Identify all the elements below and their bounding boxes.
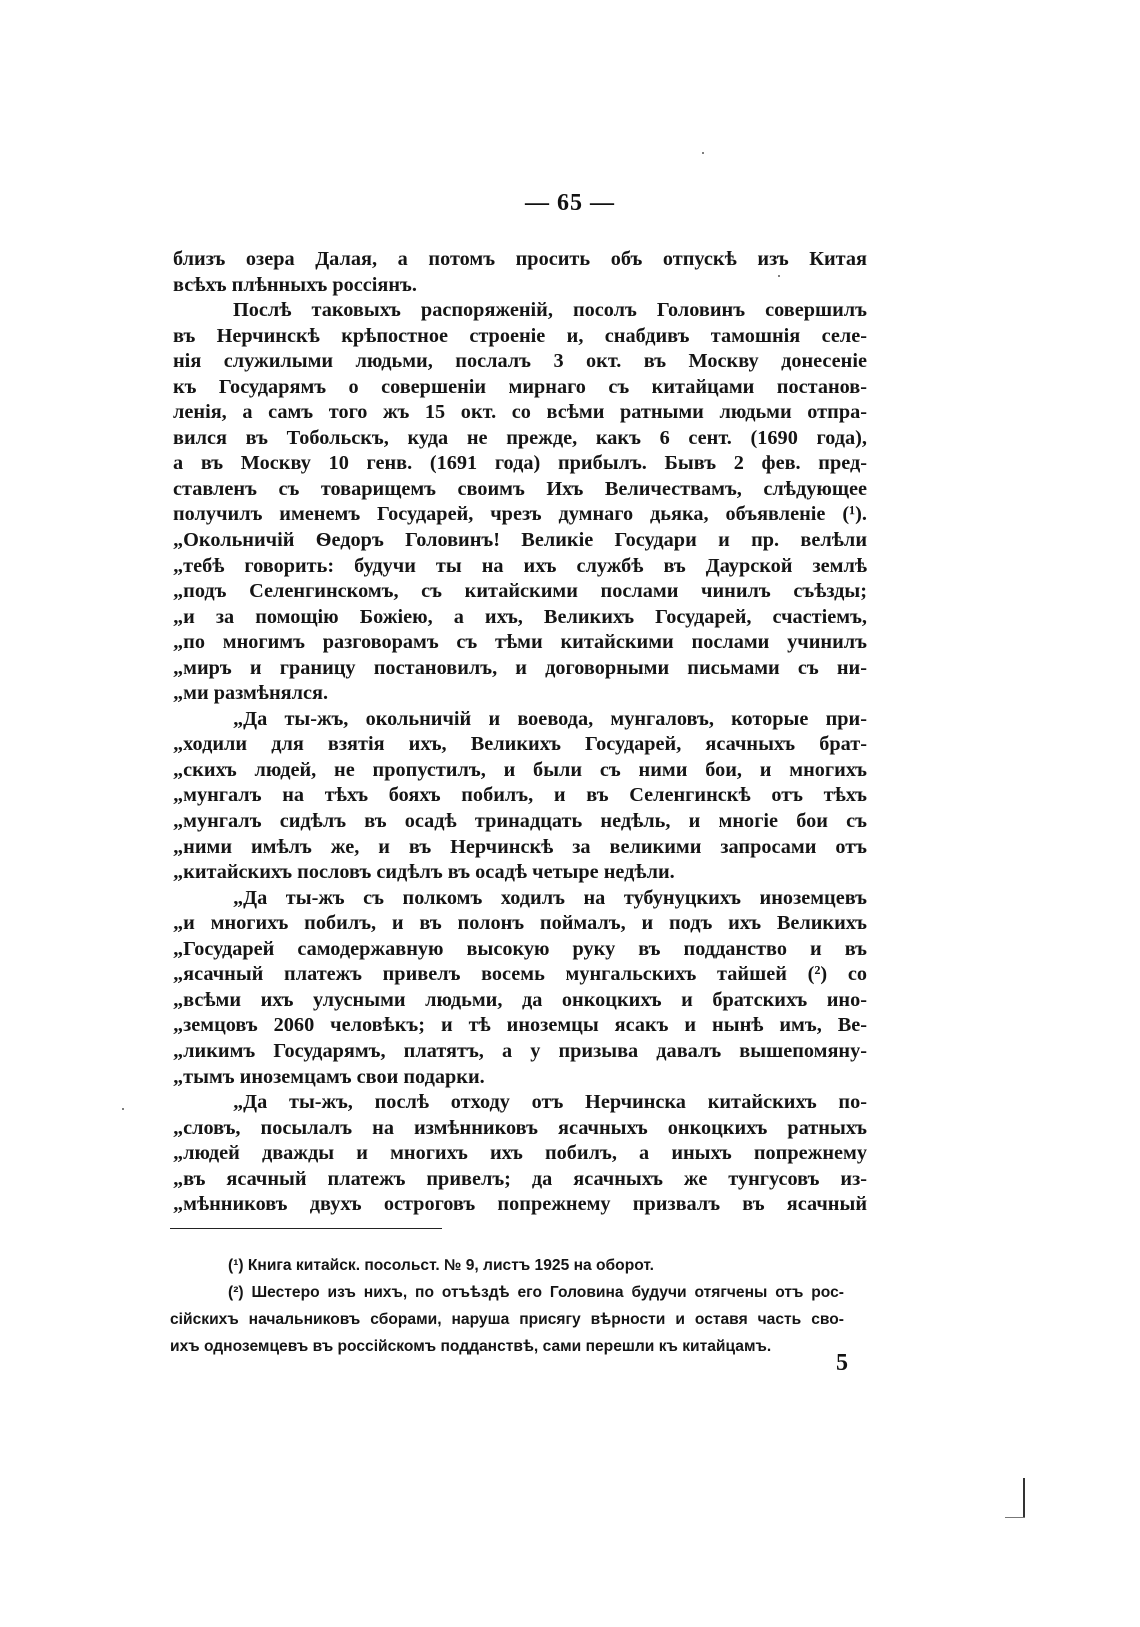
text-line: „Да ты-жъ, послѣ отходу отъ Нерчинска китайскихъ по- [233, 1091, 867, 1114]
text-line: „подъ Селенгинскомъ, съ китайскими послами чинилъ съѣзды; [173, 580, 867, 603]
text-line: къ Государямъ о совершеніи мирнаго съ китайцами постанов- [173, 375, 867, 398]
footnote-line: (²) Шестеро изъ нихъ, по отъѣздѣ его Головина будучи отягчены отъ рос- [228, 1284, 844, 1301]
scan-speck [778, 275, 780, 277]
text-line: „по многимъ разговорамъ съ тѣми китайскими послами учинилъ [173, 631, 867, 654]
text-line: Послѣ таковыхъ распоряженій, посолъ Головинъ совершилъ [233, 299, 867, 322]
text-line: „ходили для взятія ихъ, Великихъ Государей, ясачныхъ брат- [173, 733, 867, 756]
page-number: — 65 — [525, 190, 615, 216]
text-line: „миръ и границу постановилъ, и договорными письмами съ ни- [173, 656, 867, 679]
text-line: „всѣми ихъ улусными людьми, да онкоцкихъ и братскихъ ино- [173, 988, 867, 1011]
text-line: „ясачный платежъ привелъ восемь мунгальскихъ тайшей (²) со [173, 963, 867, 986]
text-line: „ними имѣлъ же, и въ Нерчинскѣ за великими запросами отъ [173, 835, 867, 858]
text-line: „мунгалъ на тѣхъ бояхъ побилъ, и въ Селенгинскѣ отъ тѣхъ [173, 784, 867, 807]
text-line: „и за помощію Божіею, а ихъ, Великихъ Государей, счастіемъ, [173, 605, 867, 628]
scan-speck [702, 152, 704, 154]
text-line: „и многихъ побилъ, и въ полонъ поймалъ, и подъ ихъ Великихъ [173, 912, 867, 935]
footnote-divider [170, 1228, 442, 1229]
footnote-line: (¹) Книга китайск. посольст. № 9, листъ 1925 на оборот. [228, 1257, 654, 1274]
footnote-line: сійскихъ начальниковъ сборами, наруша присягу вѣрности и оставя часть сво- [170, 1311, 844, 1328]
sheet-number: 5 [836, 1350, 848, 1376]
text-line: всѣхъ плѣнныхъ россіянъ. [173, 273, 417, 296]
text-line: „Окольничій Ѳедоръ Головинъ! Великіе Государи и пр. велѣли [173, 529, 867, 552]
text-line: близъ озера Далая, а потомъ просить объ отпускѣ изъ Китая [173, 248, 867, 270]
text-line: ленія, а самъ того жъ 15 окт. со всѣми ратными людьми отпра- [173, 401, 867, 424]
text-line: ставленъ съ товарищемъ своимъ Ихъ Величествамъ, слѣдующее [173, 477, 867, 500]
text-line: „словъ, посылалъ на измѣнниковъ ясачныхъ онкоцкихъ ратныхъ [173, 1116, 867, 1139]
text-line: „земцовъ 2060 человѣкъ; и тѣ иноземцы ясакъ и нынѣ имъ, Ве- [173, 1014, 867, 1037]
text-line: „въ ясачный платежъ привелъ; да ясачныхъ же тунгусовъ из- [173, 1167, 867, 1190]
text-line: вился въ Тобольскъ, куда не прежде, какъ 6 сент. (1690 года), [173, 426, 867, 449]
text-line: „китайскихъ пословъ сидѣлъ въ осадѣ четыре недѣли. [173, 861, 675, 884]
text-line: получилъ именемъ Государей, чрезъ думнаго дьяка, объявленіе (¹). [173, 503, 867, 526]
text-line: „мунгалъ сидѣлъ въ осадѣ тринадцать недѣль, и многіе бои съ [173, 810, 867, 833]
text-line: „Да ты-жъ съ полкомъ ходилъ на тубунуцкихъ иноземцевъ [233, 886, 867, 909]
text-line: „тебѣ говорить: будучи ты на ихъ службѣ въ Даурской землѣ [173, 554, 867, 577]
text-line: „тымъ иноземцамъ свои подарки. [173, 1065, 485, 1088]
scan-edge-tick [1005, 1517, 1025, 1518]
text-line: „ликимъ Государямъ, платятъ, а у призыва давалъ вышепомяну- [173, 1039, 867, 1062]
text-line: „людей дважды и многихъ ихъ побилъ, а иныхъ попрежнему [173, 1142, 867, 1165]
text-line: „мѣнниковъ двухъ остроговъ попрежнему призвалъ въ ясачный [173, 1193, 867, 1216]
text-line: „ми размѣнялся. [173, 682, 329, 705]
footnote-line: ихъ одноземцевъ въ россійскомъ подданствѣ, сами перешли къ китайцамъ. [170, 1338, 772, 1355]
text-line: „Государей самодержавную высокую руку въ подданство и въ [173, 937, 867, 960]
text-line: „скихъ людей, не пропустилъ, и были съ ними бои, и многихъ [173, 758, 867, 781]
body-text [173, 247, 867, 1218]
text-line: въ Нерчинскѣ крѣпостное строеніе и, снабдивъ тамошнія селе- [173, 324, 867, 347]
footnotes [170, 1252, 844, 1360]
text-line: „Да ты-жъ, окольничій и воевода, мунгаловъ, которые при- [233, 707, 867, 730]
text-line: нія служилыми людьми, послалъ 3 окт. въ Москву донесеніе [173, 350, 867, 373]
scan-edge-mark [1023, 1478, 1025, 1518]
scan-speck [122, 1108, 124, 1110]
text-line: а въ Москву 10 генв. (1691 года) прибылъ. Бывъ 2 фев. пред- [173, 452, 867, 475]
